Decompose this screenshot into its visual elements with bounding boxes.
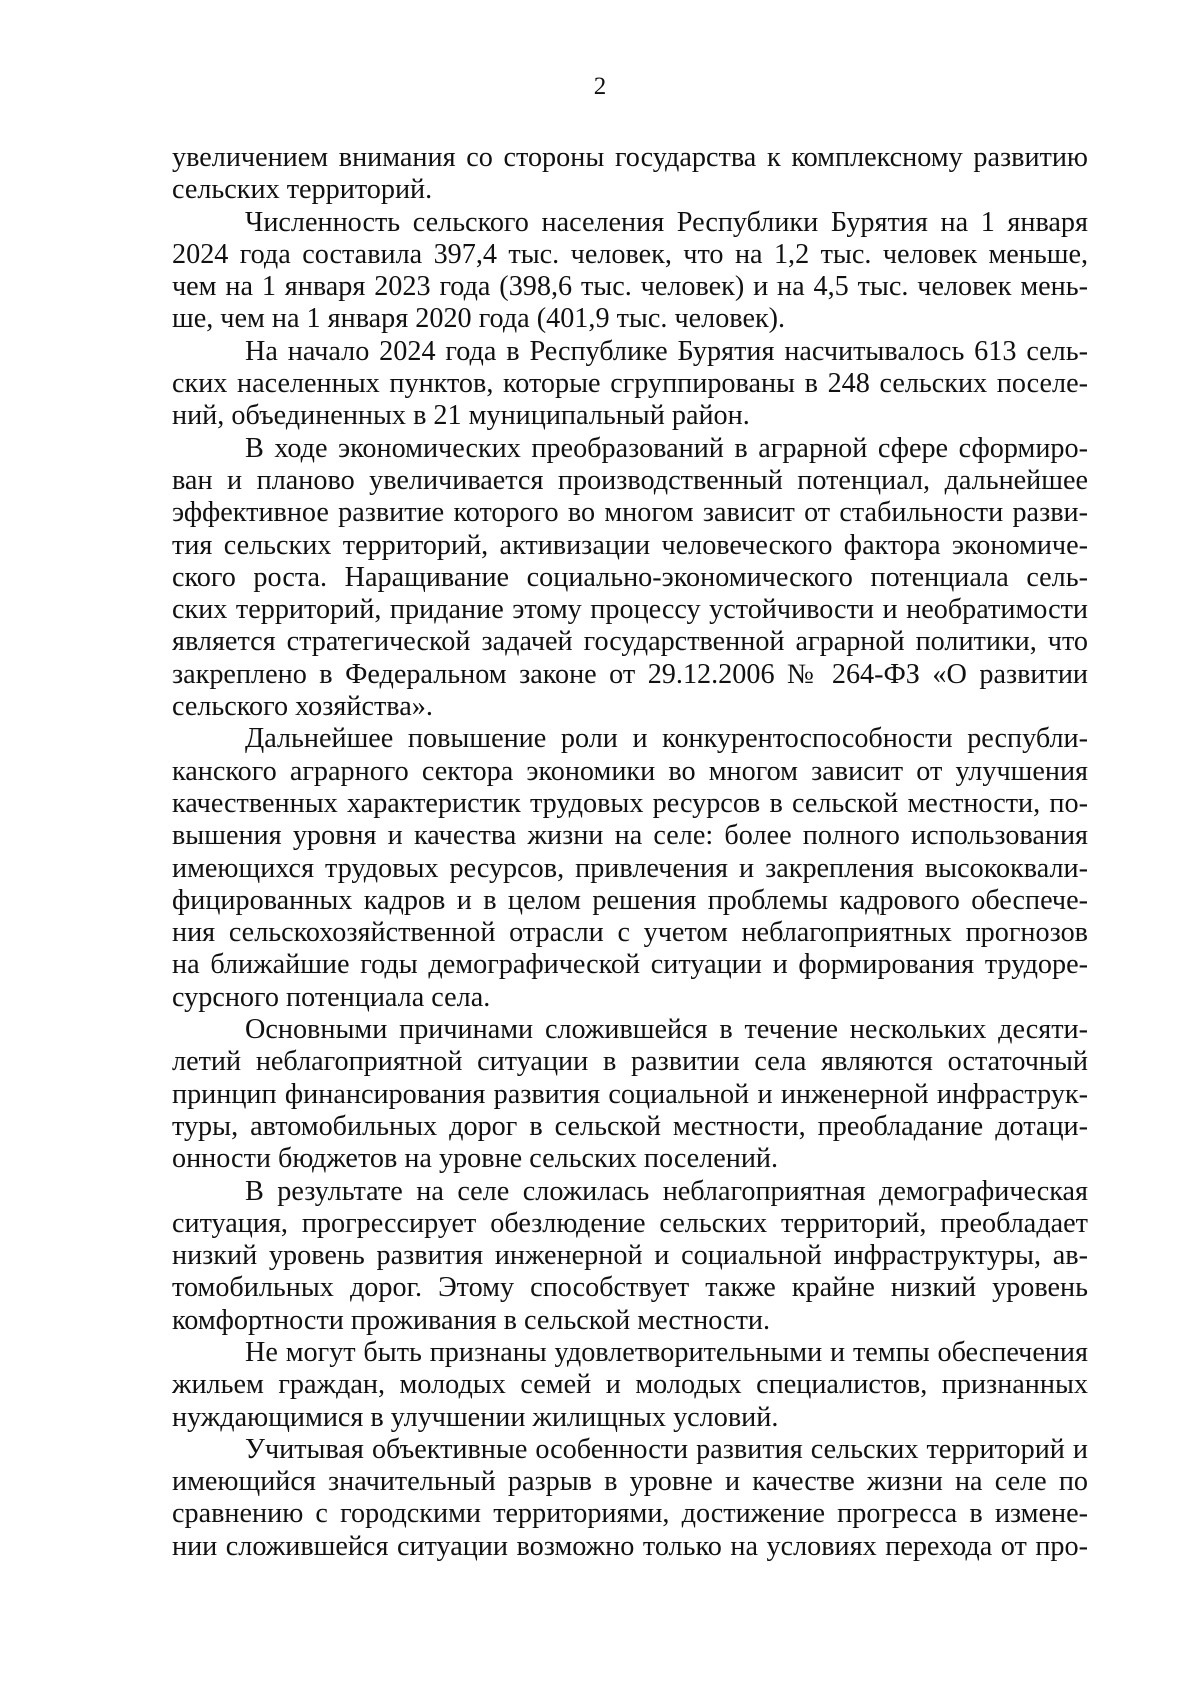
text-line: имеющийся значительный разрыв в уровне и качестве жизни на селе по	[172, 1466, 1088, 1498]
paragraph	[172, 207, 1088, 336]
text-line: имеющихся трудовых ресурсов, привлечения и закрепления высококвали-	[172, 852, 1088, 884]
paragraph	[172, 1176, 1088, 1337]
text-line: На начало 2024 года в Республике Бурятия насчитывалось 613 сель-	[245, 335, 1088, 367]
text-line: низкий уровень развития инженерной и социальной инфраструктуры, ав-	[172, 1240, 1088, 1272]
paragraph	[172, 1014, 1088, 1175]
text-line: Дальнейшее повышение роли и конкурентоспособности республи-	[245, 723, 1088, 755]
paragraph	[172, 142, 1088, 207]
text-line: сравнению с городскими территориями, достижение прогресса в измене-	[172, 1498, 1088, 1530]
text-line: сельских территорий.	[172, 174, 433, 206]
text-line: комфортности проживания в сельской местности.	[172, 1304, 771, 1336]
text-line: чем на 1 января 2023 года (398,6 тыс. человек) и на 4,5 тыс. человек мень-	[172, 271, 1088, 303]
text-line: туры, автомобильных дорог в сельской местности, преобладание дотаци-	[172, 1110, 1088, 1142]
text-line: сурсного потенциала села.	[172, 981, 491, 1013]
text-line: эффективное развитие которого во многом зависит от стабильности разви-	[172, 497, 1088, 529]
document-body	[172, 142, 1088, 1563]
text-line: Основными причинами сложившейся в течение нескольких десяти-	[245, 1014, 1088, 1046]
text-line: является стратегической задачей государственной аграрной политики, что	[172, 626, 1088, 658]
text-line: ситуация, прогрессирует обезлюдение сельских территорий, преобладает	[172, 1207, 1088, 1239]
text-line: томобильных дорог. Этому способствует также крайне низкий уровень	[172, 1272, 1088, 1304]
text-line: тия сельских территорий, активизации человеческого фактора экономиче-	[172, 529, 1088, 561]
text-line: нуждающимися в улучшении жилищных условий.	[172, 1401, 779, 1433]
paragraph	[172, 1434, 1088, 1563]
text-line: Учитывая объективные особенности развития сельских территорий и	[245, 1433, 1088, 1465]
text-line: ских населенных пунктов, которые сгруппированы в 248 сельских поселе-	[172, 368, 1088, 400]
text-line: сельского хозяйства».	[172, 691, 433, 723]
page-number: 2	[593, 73, 607, 100]
text-line: увеличением внимания со стороны государства к комплексному развитию	[172, 142, 1088, 173]
text-line: ний, объединенных в 21 муниципальный район.	[172, 400, 750, 432]
text-line: В ходе экономических преобразований в аграрной сфере сформиро-	[245, 432, 1088, 464]
text-line: ских территорий, придание этому процессу устойчивости и необратимости	[172, 594, 1088, 626]
text-line: летий неблагоприятной ситуации в развитии села являются остаточный	[172, 1046, 1088, 1078]
text-line: Численность сельского населения Республики Бурятия на 1 января	[245, 206, 1088, 238]
paragraph	[172, 433, 1088, 724]
text-line: ван и планово увеличивается производственный потенциал, дальнейшее	[172, 464, 1088, 496]
text-line: онности бюджетов на уровне сельских поселений.	[172, 1143, 779, 1175]
text-line: жильем граждан, молодых семей и молодых специалистов, признанных	[172, 1369, 1088, 1401]
text-line: качественных характеристик трудовых ресурсов в сельской местности, по-	[172, 787, 1088, 819]
text-line: ше, чем на 1 января 2020 года (401,9 тыс. человек).	[172, 303, 786, 335]
text-line: канского аграрного сектора экономики во многом зависит от улучшения	[172, 755, 1088, 787]
text-line: 2024 года составила 397,4 тыс. человек, что на 1,2 тыс. человек меньше,	[172, 238, 1088, 270]
text-line: фицированных кадров и в целом решения проблемы кадрового обеспече-	[172, 884, 1088, 916]
text-line: принцип финансирования развития социальной и инженерной инфраструк-	[172, 1078, 1088, 1110]
text-line: закреплено в Федеральном законе от 29.12.2006 № 264-ФЗ «О развитии	[172, 658, 1088, 690]
paragraph	[172, 723, 1088, 1014]
text-line: нии сложившейся ситуации возможно только на условиях перехода от про-	[172, 1530, 1088, 1562]
text-line: вышения уровня и качества жизни на селе: более полного использования	[172, 820, 1088, 852]
text-line: на ближайшие годы демографической ситуации и формирования трудоре-	[172, 949, 1088, 981]
paragraph	[172, 336, 1088, 433]
text-line: ского роста. Наращивание социально-экономического потенциала сель-	[172, 561, 1088, 593]
paragraph	[172, 1337, 1088, 1434]
text-line: В результате на селе сложилась неблагоприятная демографическая	[245, 1175, 1088, 1207]
text-line: Не могут быть признаны удовлетворительными и темпы обеспечения	[245, 1336, 1088, 1368]
text-line: ния сельскохозяйственной отрасли с учетом неблагоприятных прогнозов	[172, 917, 1088, 949]
